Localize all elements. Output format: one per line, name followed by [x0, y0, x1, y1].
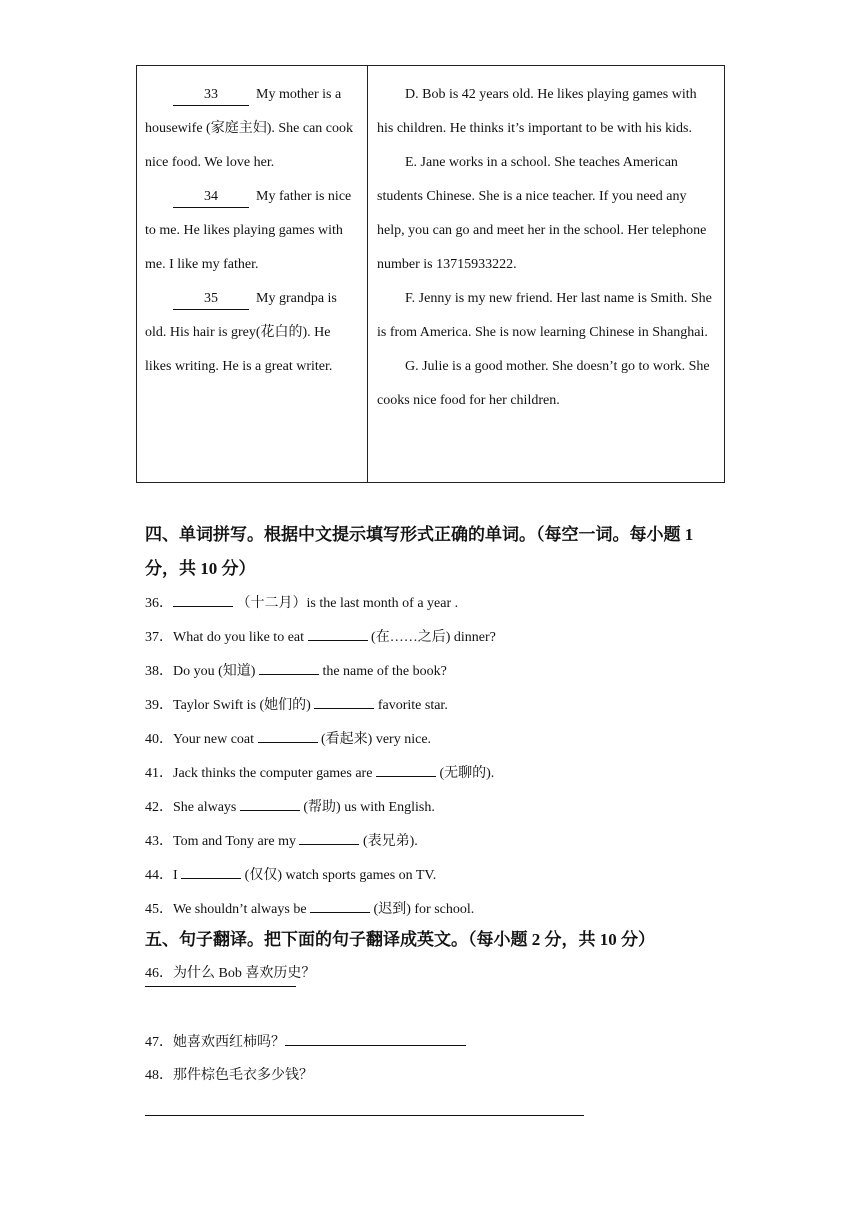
answer-blank-33[interactable]: 33	[173, 85, 249, 106]
answer-line-48[interactable]	[145, 1115, 584, 1116]
answer-line-46[interactable]	[145, 986, 296, 987]
answer-blank-37[interactable]	[308, 626, 368, 641]
question-41: 41．Jack thinks the computer games are (无聊的).	[145, 762, 494, 784]
answer-blank-42[interactable]	[240, 796, 300, 811]
question-47: 47．她喜欢西红柿吗？	[145, 1031, 466, 1053]
matching-item-text: My grandpa is old. His hair is grey(花白的). He likes writing. He is a great writer.	[145, 291, 337, 374]
matching-item-text: My mother is a housewife (家庭主妇). She can cook nice food. We love her.	[145, 87, 354, 170]
answer-blank-38[interactable]	[259, 660, 319, 675]
question-36: 36． （十二月）is the last month of a year .	[145, 592, 458, 614]
option-e: E. Jane works in a school. She teaches American students Chinese. She is a nice teacher. If you need any help, you can go and meet her in the school. Her telephone number is 13715933222.	[377, 155, 707, 272]
answer-line-47[interactable]	[285, 1031, 466, 1046]
option-f: F. Jenny is my new friend. Her last name is Smith. She is from America. She is now learning Chinese in Shanghai.	[377, 291, 712, 340]
answer-blank-35[interactable]: 35	[173, 289, 249, 310]
question-39: 39．Taylor Swift is (她们的) favorite star.	[145, 694, 448, 716]
matching-table	[136, 65, 725, 483]
question-37: 37．What do you like to eat (在……之后) dinner?	[145, 626, 496, 648]
section4-heading-line1: 四、单词拼写。根据中文提示填写形式正确的单词。（每空一词。每小题 1	[145, 525, 694, 544]
question-43: 43．Tom and Tony are my (表兄弟).	[145, 830, 418, 852]
matching-right-column	[368, 66, 724, 482]
answer-blank-43[interactable]	[299, 830, 359, 845]
question-48: 48．那件棕色毛衣多少钱？	[145, 1068, 313, 1083]
answer-blank-40[interactable]	[258, 728, 318, 743]
answer-blank-45[interactable]	[310, 898, 370, 913]
matching-item-text: My father is nice to me. He likes playing games with me. I like my father.	[145, 189, 352, 272]
question-42: 42．She always (帮助) us with English.	[145, 796, 435, 818]
answer-blank-36[interactable]	[173, 592, 233, 607]
answer-blank-41[interactable]	[376, 762, 436, 777]
answer-blank-39[interactable]	[314, 694, 374, 709]
matching-item-34	[145, 180, 359, 282]
matching-item-35	[145, 282, 359, 384]
question-40: 40．Your new coat (看起来) very nice.	[145, 728, 431, 750]
answer-blank-44[interactable]	[181, 864, 241, 879]
option-g: G. Julie is a good mother. She doesn’t go to work. She cooks nice food for her children.	[377, 359, 710, 408]
question-46: 46．为什么 Bob 喜欢历史？	[145, 966, 316, 981]
question-45: 45．We shouldn’t always be (迟到) for school.	[145, 898, 474, 920]
answer-blank-34[interactable]: 34	[173, 187, 249, 208]
matching-left-column	[137, 66, 368, 482]
question-44: 44．I (仅仅) watch sports games on TV.	[145, 864, 436, 886]
section5-heading: 五、句子翻译。把下面的句子翻译成英文。（每小题 2 分，共 10 分）	[145, 930, 655, 949]
section4-heading-line2: 分，共 10 分）	[145, 559, 256, 578]
question-38: 38．Do you (知道) the name of the book?	[145, 660, 447, 682]
option-d: D. Bob is 42 years old. He likes playing games with his children. He thinks it’s important to be with his kids.	[377, 87, 697, 136]
matching-item-33	[145, 78, 359, 180]
